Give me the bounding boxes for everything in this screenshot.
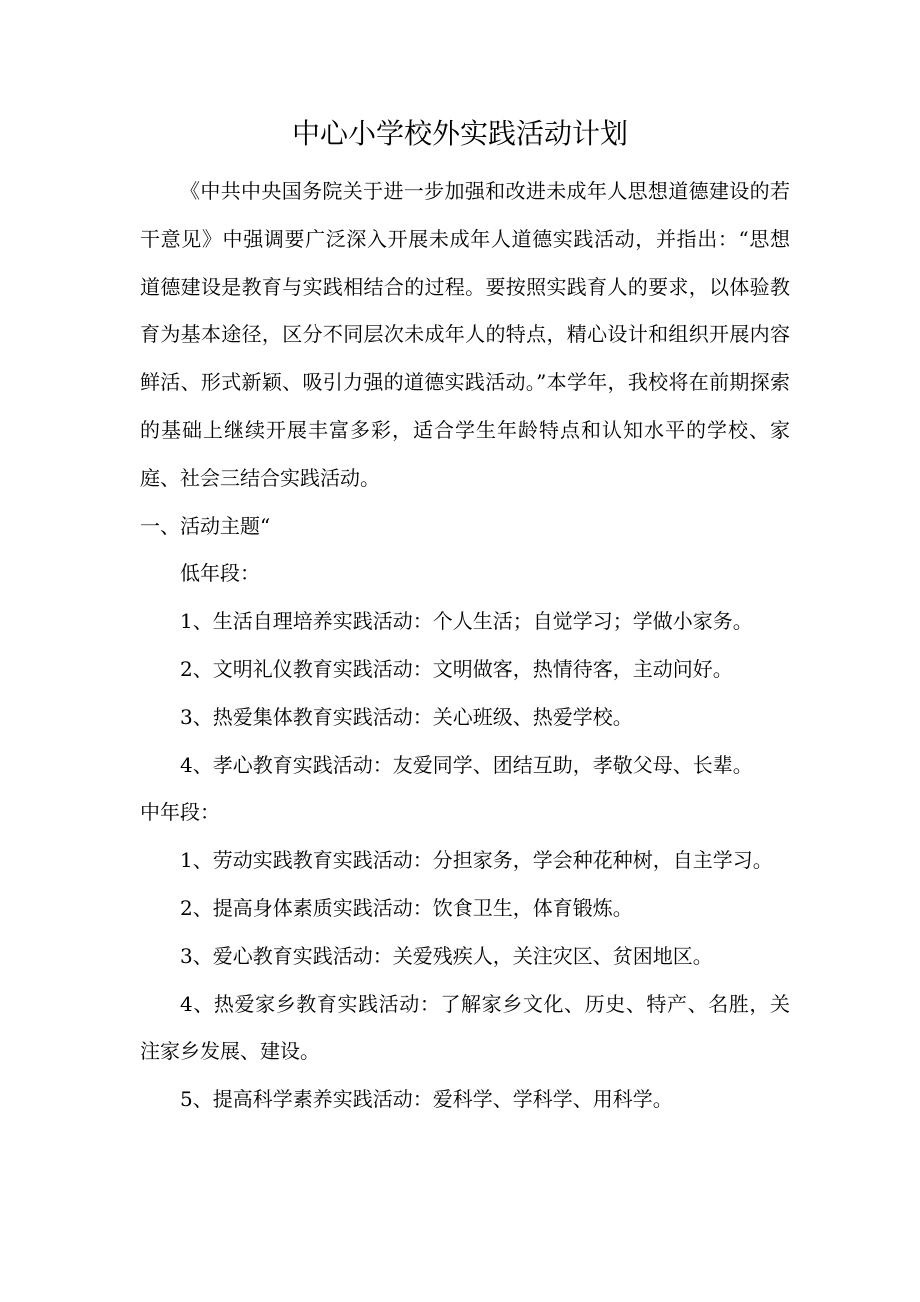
low-grade-item: 3、热爱集体教育实践活动：关心班级、热爱学校。 (180, 704, 633, 729)
intro-paragraph: 《中共中央国务院关于进一步加强和改进未成年人思想道德建设的若干意见》中强调要广泛深入开展未成年人道德实践活动，并指出：“思想道德建设是教育与实践相结合的过程。要按照实践育人的要求，以体验教育为基本途径，区分不同层次未成年人的特点，精心设计和组织开展内容鲜活、形式新颖、吸引力强的道德实践活动。”本学年，我校将在前期探索的基础上继续开展丰富多彩，适合学生年龄特点和认知水平的学校、家庭、社会三结合实践活动。 (140, 179, 790, 490)
mid-grade-item: 1、劳动实践教育实践活动：分担家务，学会种花种树，自主学习。 (180, 848, 773, 873)
mid-grade-item: 2、提高身体素质实践活动：饮食卫生，体育锻炼。 (180, 895, 633, 920)
document-title: 中心小学校外实践活动计划 (291, 117, 628, 150)
document-body (140, 168, 790, 1124)
low-grade-item: 1、生活自理培养实践活动：个人生活；自觉学习；学做小家务。 (180, 609, 753, 634)
low-grade-label: 低年段： (180, 561, 260, 586)
low-grade-item: 2、文明礼仪教育实践活动：文明做客，热情待客，主动问好。 (180, 656, 733, 681)
mid-grade-label: 中年段： (140, 800, 220, 825)
low-grade-item: 4、孝心教育实践活动：友爱同学、团结互助，孝敬父母、长辈。 (180, 752, 753, 777)
section-heading-activity-theme: 一、活动主题“ (140, 513, 271, 538)
mid-grade-item: 4、热爱家乡教育实践活动：了解家乡文化、历史、特产、名胜，关注家乡发展、建设。 (140, 991, 790, 1064)
mid-grade-item: 3、爱心教育实践活动：关爱残疾人，关注灾区、贫困地区。 (180, 943, 713, 968)
mid-grade-item: 5、提高科学素养实践活动：爱科学、学科学、用科学。 (180, 1087, 673, 1112)
